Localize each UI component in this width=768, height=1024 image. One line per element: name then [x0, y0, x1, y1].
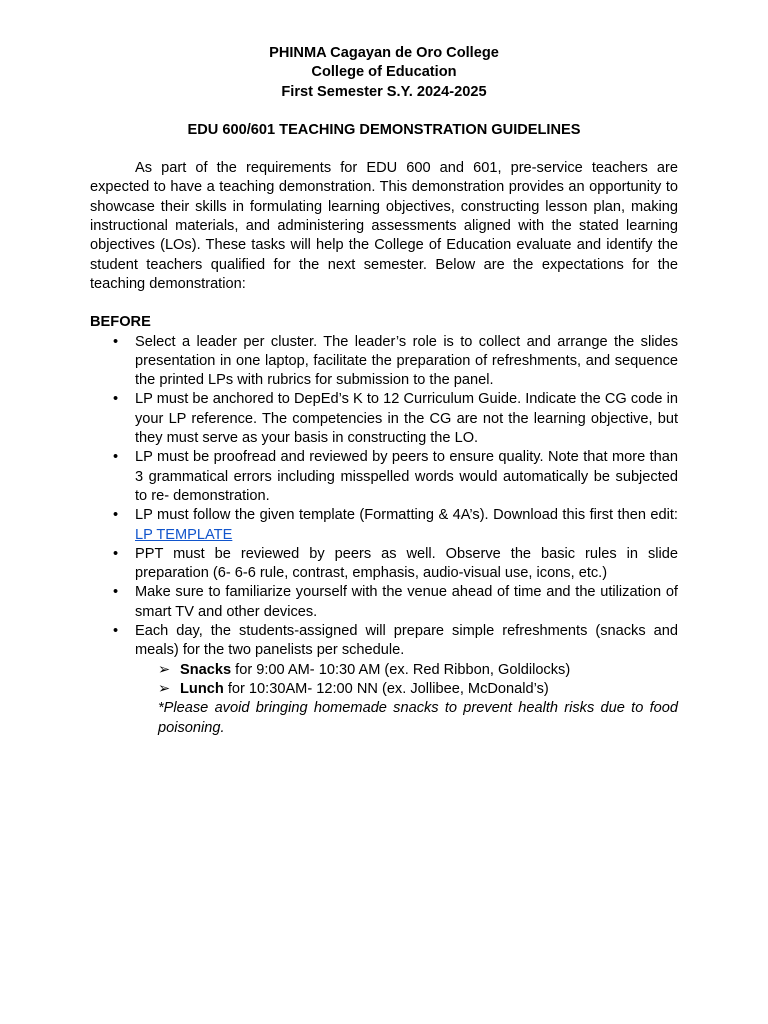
sub-item-text: for 9:00 AM- 10:30 AM (ex. Red Ribbon, Goldilocks) — [231, 661, 571, 678]
list-item — [90, 333, 678, 391]
bullet-icon: • — [113, 584, 119, 601]
bullet-icon: • — [113, 623, 119, 640]
list-item-text: LP must be proofread and reviewed by peers to ensure quality. Note that more than 3 grammatical errors including misspelled words would automatically be subjected to re- demonstration. — [135, 449, 678, 504]
lp-template-link[interactable]: LP TEMPLATE — [135, 526, 233, 543]
bullet-icon: • — [113, 333, 119, 350]
sub-item-label: Snacks — [180, 661, 232, 678]
document-title: EDU 600/601 TEACHING DEMONSTRATION GUIDELINES — [187, 121, 581, 138]
document-header — [90, 44, 678, 102]
list-item-text: LP must be anchored to DepEd’s K to 12 Curriculum Guide. Indicate the CG code in your LP reference. The competencies in the CG are not the learning objective, but they must serve as your basis in constructing the LO. — [135, 391, 678, 447]
list-item-text: LP must follow the given template (Formatting & 4A’s). Download this first then edit: — [135, 507, 678, 524]
sub-list-item — [135, 680, 678, 699]
food-safety-note: *Please avoid bringing homemade snacks to prevent health risks due to food poisoning. — [158, 700, 678, 736]
sub-item-label: Lunch — [180, 680, 224, 697]
bullet-icon: • — [113, 391, 119, 408]
sub-item-text: for 10:30AM- 12:00 NN (ex. Jollibee, McDonald’s) — [223, 680, 549, 697]
college-name: College of Education — [311, 64, 457, 81]
list-item — [90, 506, 678, 545]
list-item — [90, 583, 678, 622]
semester-label: First Semester S.Y. 2024-2025 — [281, 83, 487, 100]
list-item-text: Each day, the students-assigned will prepare simple refreshments (snacks and meals) for the two panelists per schedule. — [135, 623, 678, 659]
list-item — [90, 622, 678, 738]
list-item — [90, 390, 678, 448]
list-item — [90, 448, 678, 506]
arrow-bullet-icon: ➢ — [158, 661, 171, 678]
arrow-bullet-icon: ➢ — [158, 680, 171, 697]
section-title-before: BEFORE — [90, 314, 151, 331]
list-item — [90, 545, 678, 584]
before-list — [90, 333, 678, 738]
bullet-icon: • — [113, 507, 119, 524]
intro-paragraph: As part of the requirements for EDU 600 and 601, pre-service teachers are expected to have a teaching demonstration. This demonstration provides an opportunity to showcase their skills in formulating learning objectives, constructing lesson plan, making instructional materials, and administering assessments aligned with the stated learning objectives (LOs). These tasks will help the College of Education evaluate and identify the student teachers qualified for the next semester. Below are the expectations for the teaching demonstration: — [90, 160, 678, 292]
list-item-text: Make sure to familiarize yourself with the venue ahead of time and the utilization of smart TV and other devices. — [135, 584, 678, 620]
institution-name: PHINMA Cagayan de Oro College — [269, 45, 499, 61]
refreshment-schedule-list — [135, 661, 678, 700]
bullet-icon: • — [113, 545, 119, 562]
sub-list-item — [135, 661, 678, 680]
list-item-text: PPT must be reviewed by peers as well. Observe the basic rules in slide preparation (6- 6-6 rule, contrast, emphasis, audio-visual use, icons, etc.) — [135, 545, 678, 582]
bullet-icon: • — [113, 449, 119, 466]
list-item-text: Select a leader per cluster. The leader’s role is to collect and arrange the slides presentation in one laptop, facilitate the preparation of refreshments, and sequence the printed LPs with rubrics for submission to the panel. — [135, 333, 678, 389]
